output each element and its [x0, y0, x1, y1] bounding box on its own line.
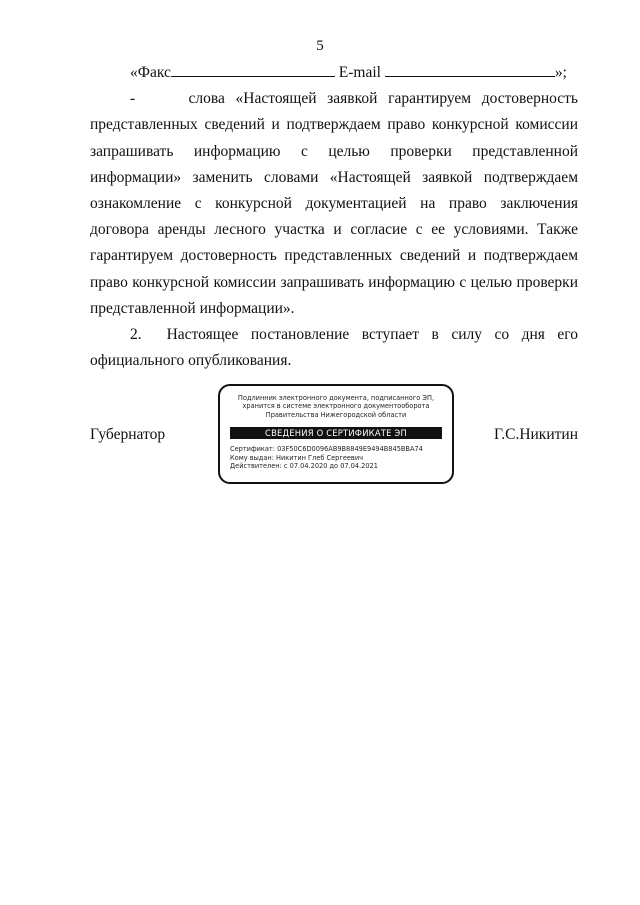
effective-date-paragraph: 2. Настоящее постановление вступает в силу со дня его официального опубликования.	[90, 326, 578, 370]
certificate-owner: Кому выдан: Никитин Глеб Сергеевич	[230, 453, 363, 462]
stamp-header-line: Подлинник электронного документа, подписанного ЭП,	[237, 394, 435, 402]
stamp-header-line: хранится в системе электронного документооборота	[242, 402, 430, 411]
electronic-signature-stamp	[218, 384, 454, 484]
fax-line-close: »;	[554, 64, 567, 81]
signatory-name: Г.С.Никитин	[494, 426, 578, 443]
email-blank	[385, 61, 555, 77]
signatory-title: Губернатор	[90, 426, 166, 443]
stamp-certificate-info	[230, 445, 442, 470]
stamp-header	[230, 394, 442, 419]
certificate-number: Сертификат: 03F50C6D0096AB9B8849E9494B845BBA74	[230, 445, 423, 454]
fax-blank	[171, 61, 335, 77]
stamp-header-line: Правительства Нижегородской области	[265, 410, 407, 419]
email-label: E-mail	[338, 64, 381, 81]
signature-block	[90, 384, 578, 488]
page-number: 5	[316, 38, 324, 54]
stamp-title-bar: СВЕДЕНИЯ О СЕРТИФИКАТЕ ЭП	[230, 427, 442, 439]
document-body	[90, 60, 578, 374]
fax-label: «Факс	[130, 64, 171, 81]
fax-email-line	[90, 60, 578, 86]
amendment-paragraph: - слова «Настоящей заявкой гарантируем достоверность представленных сведений и подтверждаем право конкурсной комиссии запрашивать информацию с целью проверки представленной информации» заменить словами «Настоящей заявкой подтверждаем ознакомление с конкурсной документацией на право заключения договора аренды лесного участка и согласие с ее условиями. Также гарантируем достоверность представленных сведений и подтверждаем право конкурсной комиссии запрашивать информацию с целью проверки представленной информации».	[90, 90, 578, 317]
certificate-validity: Действителен: с 07.04.2020 до 07.04.2021	[230, 462, 378, 471]
